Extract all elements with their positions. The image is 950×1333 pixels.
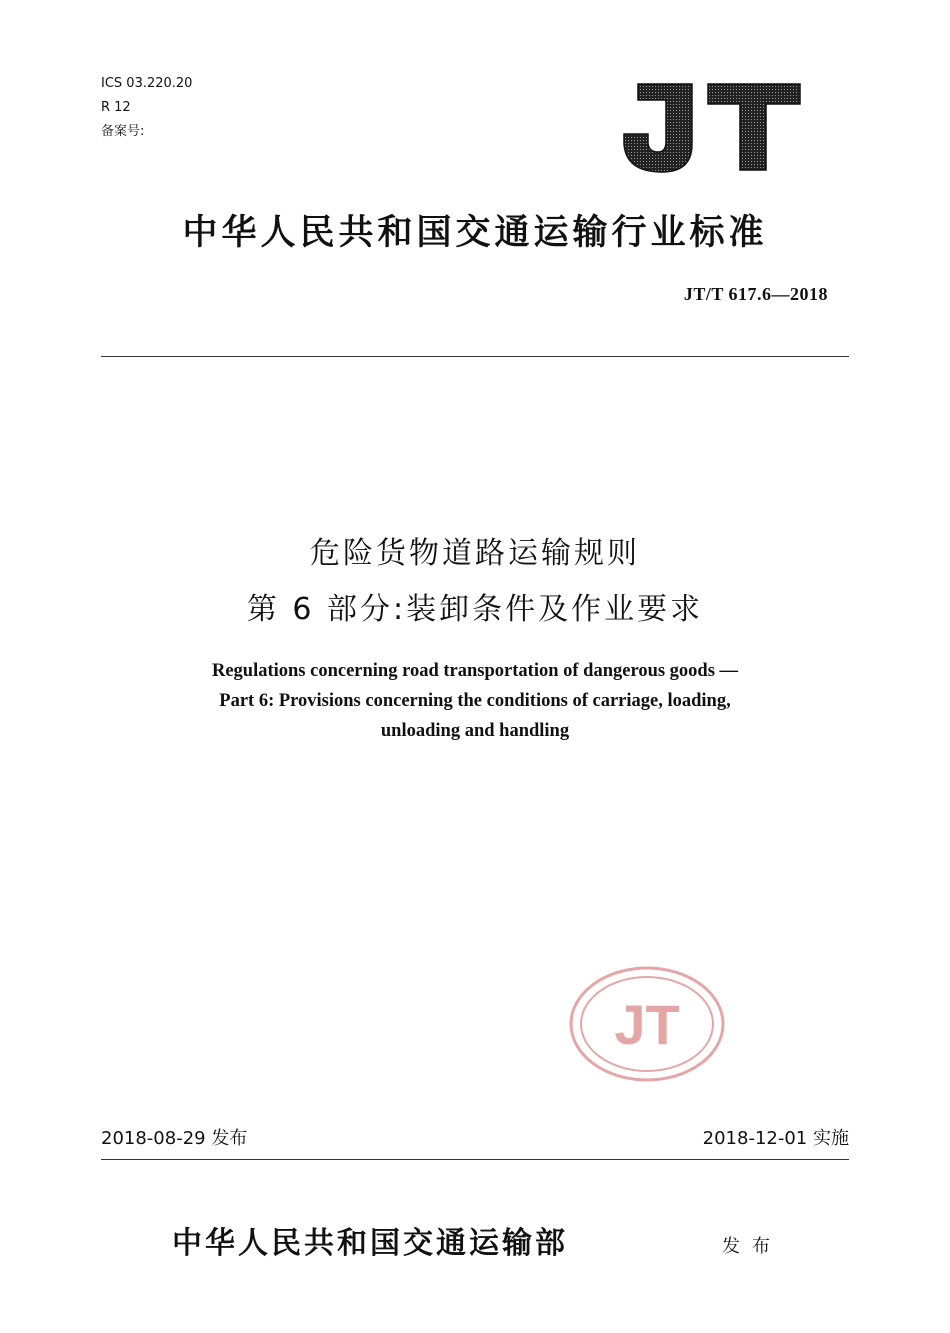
category-code: R 12 <box>101 100 131 115</box>
chinese-title-line-2: 第 6 部分:装卸条件及作业要求 <box>246 592 704 627</box>
issue-label: 发布 <box>722 1236 782 1257</box>
standard-number: JT/T 617.6—2018 <box>683 284 828 304</box>
english-title-line-3: unloading and handling <box>380 721 570 741</box>
implement-date: 2018-12-01 实施 <box>702 1128 849 1149</box>
ics-code: ICS 03.220.20 <box>101 76 193 91</box>
bottom-divider <box>101 1159 849 1160</box>
publish-date: 2018-08-29 发布 <box>101 1128 248 1149</box>
record-number-label: 备案号: <box>101 124 145 139</box>
jt-watermark-stamp <box>568 964 726 1084</box>
top-divider <box>101 356 849 357</box>
stamp-text: JT <box>614 993 680 1056</box>
publisher-name: 中华人民共和国交通运输部 <box>172 1226 568 1261</box>
industry-standard-title: 中华人民共和国交通运输行业标准 <box>182 212 768 253</box>
jt-logo <box>618 82 804 174</box>
english-title-line-1: Regulations concerning road transportation of dangerous goods — <box>211 661 739 681</box>
english-title-line-2: Part 6: Provisions concerning the conditions of carriage, loading, <box>219 691 731 711</box>
chinese-title-line-1: 危险货物道路运输规则 <box>310 536 640 571</box>
